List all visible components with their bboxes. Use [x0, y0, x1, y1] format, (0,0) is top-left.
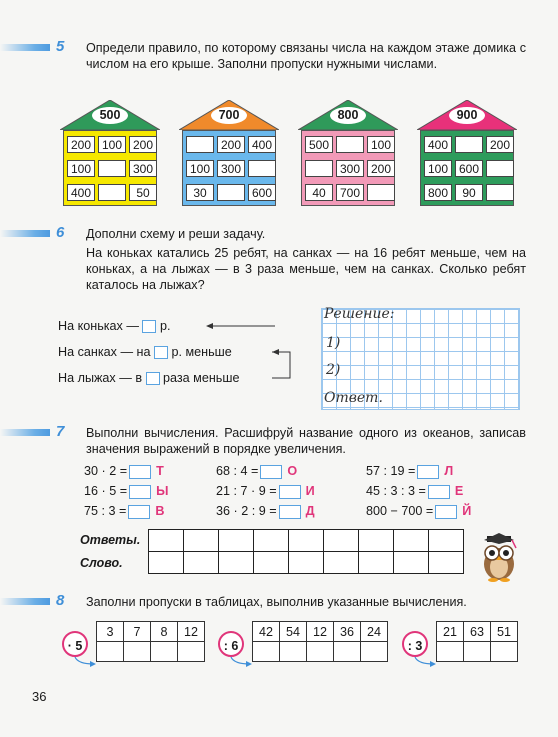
house-cell: 50 — [129, 184, 157, 201]
roof-number: 700 — [211, 107, 247, 124]
solution-heading: Решение: — [324, 306, 395, 322]
house-cell: 400 — [424, 136, 452, 153]
house-cell: 90 — [455, 184, 483, 201]
cipher-letter: О — [287, 464, 298, 478]
expression: 57 : 19 = — [366, 464, 416, 478]
house-cell: 100 — [67, 160, 95, 177]
cipher-letter: Д — [305, 504, 315, 518]
answers-label: Ответы. — [80, 533, 141, 547]
house-cell: 40 — [305, 184, 333, 201]
calc-table-1: 3 7 8 12 — [96, 621, 205, 662]
roof-number: 500 — [92, 107, 128, 124]
house-cell: 200 — [367, 160, 395, 177]
task-5-number: 5 — [56, 38, 65, 55]
solution-step-1: 1) — [326, 335, 341, 351]
house-cell: 200 — [217, 136, 245, 153]
calc-table-3: 21 63 51 — [436, 621, 518, 662]
expression: 68 : 4 = — [216, 464, 259, 478]
roof-number: 900 — [449, 107, 485, 124]
scheme-row-skates: На коньках — р. — [58, 319, 171, 333]
house-cell: 600 — [455, 160, 483, 177]
task-6-title: Дополни схему и реши задачу. — [86, 227, 266, 241]
house-cell: 200 — [486, 136, 514, 153]
scheme-row-sleds: На санках — на р. меньше — [58, 345, 232, 359]
house-cell: 30 — [186, 184, 214, 201]
house-cell: 600 — [248, 184, 276, 201]
house-cell: 400 — [248, 136, 276, 153]
task-5-text: Определи правило, по которому связаны числа на каждом этаже домика с числом на его крыше. Заполни пропуски нужными числами. — [86, 41, 526, 71]
house-cell: 700 — [336, 184, 364, 201]
task-8-number: 8 — [56, 592, 65, 609]
scheme-row-skis: На лыжах — в раза меньше — [58, 371, 240, 385]
house-cell: 300 — [217, 160, 245, 177]
house-cell: 300 — [336, 160, 364, 177]
solution-step-2: 2) — [326, 362, 341, 378]
operation-multiply-5: · 5 — [62, 631, 88, 657]
house-cell: 800 — [424, 184, 452, 201]
house-cell: 300 — [129, 160, 157, 177]
cipher-letter: Л — [444, 464, 454, 478]
task-7-number: 7 — [56, 423, 65, 440]
expression: 75 : 3 = — [84, 504, 127, 518]
operation-divide-3: : 3 — [402, 631, 428, 657]
house-cell: 200 — [129, 136, 157, 153]
expression: 800 − 700 = — [366, 504, 434, 518]
house-cell: 100 — [98, 136, 126, 153]
task-6-text: На коньках катались 25 ребят, на санках — на 16 ребят меньше, чем на коньках, а на лыжах — в 3 раза меньше, чем на санках. Сколько ребят каталось на лыжах? — [86, 246, 526, 292]
word-label: Слово. — [80, 556, 123, 570]
cipher-letter: Е — [454, 484, 464, 498]
house-cell: 400 — [67, 184, 95, 201]
house-cell: 500 — [305, 136, 333, 153]
expression: 16 · 5 = — [84, 484, 128, 498]
operation-divide-6: : 6 — [218, 631, 244, 657]
task-6-number: 6 — [56, 224, 65, 241]
house-cell: 200 — [67, 136, 95, 153]
cipher-letter: Т — [156, 464, 164, 478]
task-8-text: Заполни пропуски в таблицах, выполнив указанные вычисления. — [86, 595, 467, 609]
cipher-letter: В — [155, 504, 165, 518]
house-cell: 100 — [424, 160, 452, 177]
roof-number: 800 — [330, 107, 366, 124]
cipher-letter: Ы — [156, 484, 169, 498]
expression: 21 : 7 · 9 = — [216, 484, 277, 498]
expression: 45 : 3 : 3 = — [366, 484, 426, 498]
task-7-text: Выполни вычисления. Расшифруй название одного из океанов, записав значения выражений в порядке увеличения. — [86, 426, 526, 456]
house-cell: 100 — [186, 160, 214, 177]
calc-table-2: 42 54 12 36 24 — [252, 621, 388, 662]
expression: 36 · 2 : 9 = — [216, 504, 277, 518]
solution-answer: Ответ. — [324, 390, 383, 406]
expression: 30 · 2 = — [84, 464, 128, 478]
cipher-letter: И — [305, 484, 315, 498]
page-number: 36 — [32, 689, 47, 704]
house-cell: 100 — [367, 136, 395, 153]
cipher-letter: Й — [462, 504, 472, 518]
